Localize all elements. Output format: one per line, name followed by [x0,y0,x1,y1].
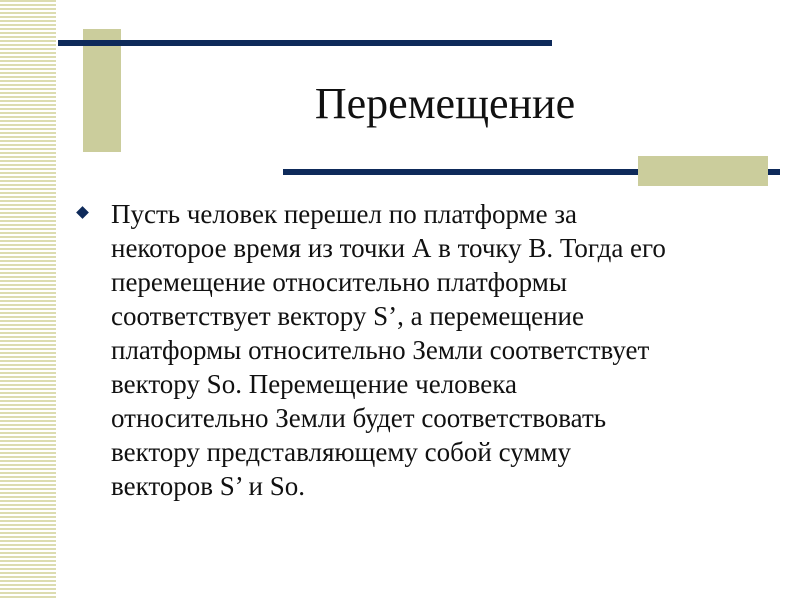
bullet-line: Пусть человек перешел по платформе за [111,199,578,229]
bullet-text [111,197,758,503]
diamond-bullet-icon [76,206,89,219]
bullet-line: вектору Sо. Перемещение человека [111,369,517,399]
bullet-line: платформы относительно Земли соответствует [111,335,650,365]
bullet-line: некоторое время из точки А в точку В. Тогда его [111,233,666,263]
bullet-line: вектору представляющему собой сумму [111,437,572,467]
decorative-stripe-band [0,0,56,600]
bullet-list [78,197,758,503]
bullet-line: перемещение относительно платформы [111,267,567,297]
bullet-line: векторов S’ и Sо. [111,471,305,501]
decorative-top-line [58,40,552,46]
bullet-line: относительно Земли будет соответствовать [111,403,607,433]
bullet-line: соответствует вектору S’, а перемещение [111,301,584,331]
decorative-top-block [83,29,121,152]
slide-title: Перемещение [314,79,576,128]
bullet-item [78,197,758,503]
decorative-bottom-block [638,156,768,186]
